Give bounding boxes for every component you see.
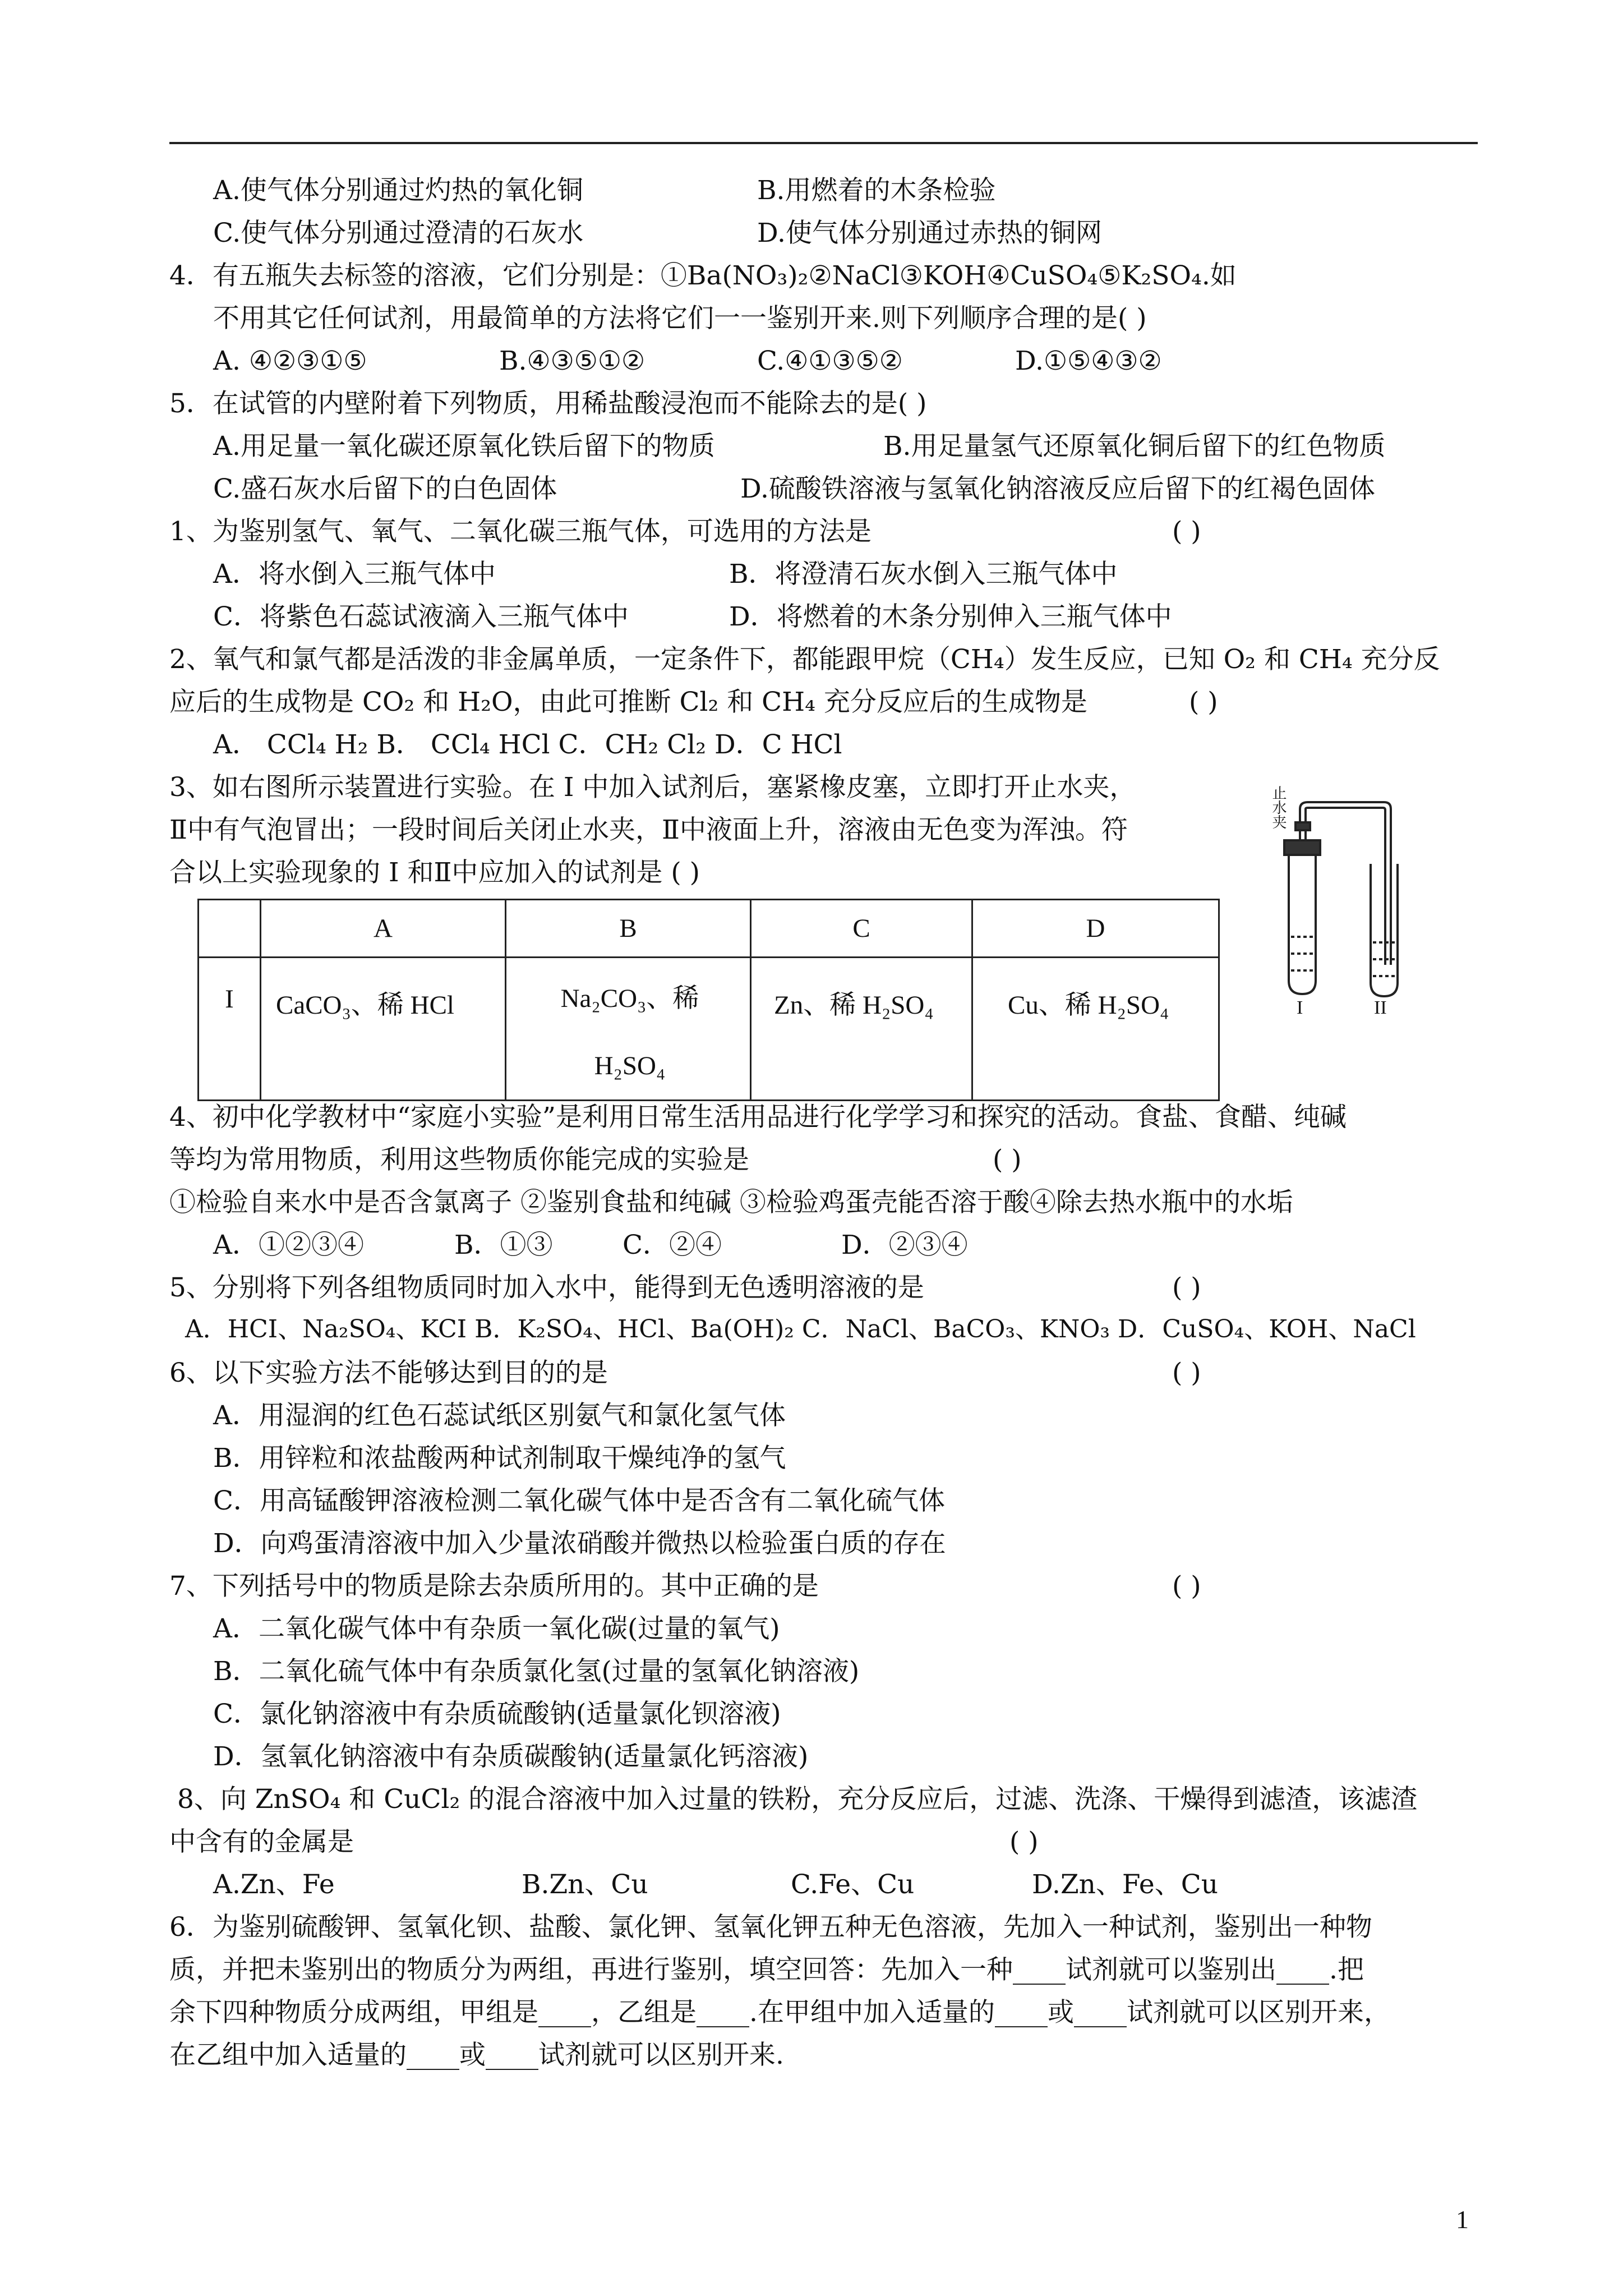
q5a-option-a: A.用足量一氧化碳还原氧化铁后留下的物质 bbox=[213, 431, 715, 462]
q4a-option-d: D.①⑤④③② bbox=[1015, 346, 1162, 376]
q4-items: ①检验自来水中是否含氯离子 ②鉴别食盐和纯碱 ③检验鸡蛋壳能否溶于酸④除去热水瓶中的水垢 bbox=[169, 1187, 1293, 1218]
prev-option-c: C.使气体分别通过澄清的石灰水 bbox=[213, 218, 584, 249]
q4-answer-paren: ( ) bbox=[993, 1144, 1022, 1175]
tube1-label: I bbox=[1297, 997, 1303, 1018]
q6b-line2: 质，并把未鉴别出的物质分为两组，再进行鉴别，填空回答：先加入一种____试剂就可以鉴别出____.把 bbox=[169, 1954, 1364, 1985]
q1-option-d: D．将燃着的木条分别伸入三瓶气体中 bbox=[729, 601, 1172, 632]
q4-line2: 等均为常用物质，利用这些物质你能完成的实验是 bbox=[169, 1144, 749, 1175]
table-header-cell: B bbox=[506, 900, 751, 958]
q2-options: A． CCl₄ H₂ B． CCl₄ HCl C．CH₂ Cl₂ D．C HCl bbox=[213, 729, 842, 760]
q6-option-a: A．用湿润的红色石蕊试纸区别氨气和氯化氢气体 bbox=[213, 1400, 786, 1431]
q5-stem: 5、分别将下列各组物质同时加入水中，能得到无色透明溶液的是 bbox=[169, 1272, 924, 1303]
q6b-line1: 6．为鉴别硫酸钾、氢氧化钡、盐酸、氯化钾、氢氧化钾五种无色溶液，先加入一种试剂，鉴别出一种物 bbox=[169, 1912, 1372, 1943]
q6-stem: 6、以下实验方法不能够达到目的的是 bbox=[169, 1358, 608, 1388]
table-header-cell: D bbox=[972, 900, 1219, 958]
q7-answer-paren: ( ) bbox=[1172, 1571, 1201, 1602]
page-number: 1 bbox=[1456, 2205, 1469, 2234]
header-rule bbox=[169, 142, 1478, 144]
q3-line2: Ⅱ中有气泡冒出；一段时间后关闭止水夹，Ⅱ中液面上升，溶液由无色变为浑浊。符 bbox=[169, 815, 1128, 845]
q4-line1: 4、初中化学教材中“家庭小实验”是利用日常生活用品进行化学学习和探究的活动。食盐、食醋、纯碱 bbox=[169, 1102, 1347, 1133]
q5-options: A．HCI、Na₂SO₄、KCI B．K₂SO₄、HCl、Ba(OH)₂ C．NaCl、BaCO₃、KNO₃ D．CuSO₄、KOH、NaCl bbox=[185, 1315, 1416, 1343]
table-cell: Cu、稀 H₂SO₄ bbox=[972, 958, 1219, 1101]
clamp-label: 止水夹 bbox=[1270, 785, 1287, 829]
prev-option-b: B.用燃着的木条检验 bbox=[757, 175, 996, 206]
q4a-option-a: A. ④②③①⑤ bbox=[213, 346, 367, 376]
q8-option-c: C.Fe、Cu bbox=[791, 1869, 915, 1900]
q5a-option-c: C.盛石灰水后留下的白色固体 bbox=[213, 473, 557, 504]
q8-option-d: D.Zn、Fe、Cu bbox=[1032, 1869, 1218, 1900]
q6-option-d: D．向鸡蛋清溶液中加入少量浓硝酸并微热以检验蛋白质的存在 bbox=[213, 1528, 946, 1559]
q4a-line2: 不用其它任何试剂，用最简单的方法将它们一一鉴别开来.则下列顺序合理的是( ) bbox=[213, 303, 1147, 334]
q6-option-b: B．用锌粒和浓盐酸两种试剂制取干燥纯净的氢气 bbox=[213, 1443, 786, 1474]
q4-option-d: D．②③④ bbox=[841, 1230, 968, 1260]
q6b-line3: 余下四种物质分成两组，甲组是____，乙组是____.在甲组中加入适量的____或____试剂就可以区别开来， bbox=[169, 1997, 1390, 2028]
q4a-option-b: B.④③⑤①② bbox=[499, 346, 645, 376]
q8-answer-paren: ( ) bbox=[1009, 1826, 1039, 1857]
q3-options-table bbox=[197, 899, 1220, 1101]
q2-line1: 2、氧气和氯气都是活泼的非金属单质，一定条件下，都能跟甲烷（CH₄）发生反应，已知 O₂ 和 CH₄ 充分反 bbox=[169, 644, 1440, 675]
q1-stem: 1、为鉴别氢气、氧气、二氧化碳三瓶气体，可选用的方法是 bbox=[169, 516, 872, 547]
q1-option-c: C．将紫色石蕊试液滴入三瓶气体中 bbox=[213, 601, 629, 632]
q4-option-a: A．①②③④ bbox=[213, 1230, 364, 1260]
q7-option-d: D．氢氧化钠溶液中有杂质碳酸钠(适量氯化钙溶液) bbox=[213, 1741, 809, 1772]
apparatus-figure bbox=[1256, 774, 1424, 1021]
q5a-stem: 5．在试管的内壁附着下列物质，用稀盐酸浸泡而不能除去的是( ) bbox=[169, 388, 927, 419]
table-header-cell: C bbox=[751, 900, 972, 958]
q6-answer-paren: ( ) bbox=[1172, 1358, 1201, 1388]
q5a-option-b: B.用足量氢气还原氧化铜后留下的红色物质 bbox=[883, 431, 1386, 462]
table-header-cell: A bbox=[261, 900, 506, 958]
q1-option-a: A．将水倒入三瓶气体中 bbox=[213, 559, 496, 590]
q7-option-b: B．二氧化硫气体中有杂质氯化氢(过量的氢氧化钠溶液) bbox=[213, 1656, 860, 1687]
prev-option-d: D.使气体分别通过赤热的铜网 bbox=[757, 218, 1102, 249]
q4a-line1: 4．有五瓶失去标签的溶液，它们分别是：①Ba(NO₃)₂②NaCl③KOH④CuSO₄⑤K₂SO₄.如 bbox=[169, 260, 1237, 291]
prev-option-a: A.使气体分别通过灼热的氧化铜 bbox=[213, 175, 583, 206]
q2-answer-paren: ( ) bbox=[1189, 687, 1218, 717]
q1-option-b: B．将澄清石灰水倒入三瓶气体中 bbox=[729, 559, 1118, 590]
q8-option-a: A.Zn、Fe bbox=[213, 1869, 335, 1900]
q3-line3: 合以上实验现象的 I 和Ⅱ中应加入的试剂是 ( ) bbox=[169, 857, 700, 888]
table-cell-text: Na₂CO₃、稀 H₂SO₄ bbox=[560, 984, 699, 1080]
q8-line1: 8、向 ZnSO₄ 和 CuCl₂ 的混合溶液中加入过量的铁粉，充分反应后，过滤、洗涤、干燥得到滤渣，该滤渣 bbox=[177, 1784, 1418, 1815]
q7-option-c: C．氯化钠溶液中有杂质硫酸钠(适量氯化钡溶液) bbox=[213, 1699, 781, 1729]
q4a-option-c: C.④①③⑤② bbox=[757, 346, 903, 376]
tube2-label: II bbox=[1374, 997, 1387, 1018]
q7-stem: 7、下列括号中的物质是除去杂质所用的。其中正确的是 bbox=[169, 1571, 819, 1602]
q3-line1: 3、如右图所示装置进行实验。在 I 中加入试剂后，塞紧橡皮塞，立即打开止水夹， bbox=[169, 772, 1136, 803]
table-row-label: I bbox=[199, 958, 261, 1101]
q5-answer-paren: ( ) bbox=[1172, 1272, 1201, 1303]
table-cell bbox=[506, 958, 751, 1101]
q5a-option-d: D.硫酸铁溶液与氢氧化钠溶液反应后留下的红褐色固体 bbox=[740, 473, 1375, 504]
q4-option-b: B．①③ bbox=[454, 1230, 553, 1260]
table-header-cell bbox=[199, 900, 261, 958]
table-cell: Zn、稀 H₂SO₄ bbox=[751, 958, 972, 1101]
q8-line2: 中含有的金属是 bbox=[169, 1826, 354, 1857]
q2-line2: 应后的生成物是 CO₂ 和 H₂O，由此可推断 Cl₂ 和 CH₄ 充分反应后的生成物是 bbox=[169, 687, 1087, 717]
q7-option-a: A．二氧化碳气体中有杂质一氧化碳(过量的氧气) bbox=[213, 1613, 780, 1644]
q6-option-c: C．用高锰酸钾溶液检测二氧化碳气体中是否含有二氧化硫气体 bbox=[213, 1485, 945, 1516]
q8-option-b: B.Zn、Cu bbox=[522, 1869, 648, 1900]
q1-answer-paren: ( ) bbox=[1172, 516, 1201, 547]
q4-option-c: C．②④ bbox=[623, 1230, 722, 1260]
table-cell: CaCO₃、稀 HCl bbox=[261, 958, 506, 1101]
q6b-line4: 在乙组中加入适量的____或____试剂就可以区别开来. bbox=[169, 2040, 784, 2070]
